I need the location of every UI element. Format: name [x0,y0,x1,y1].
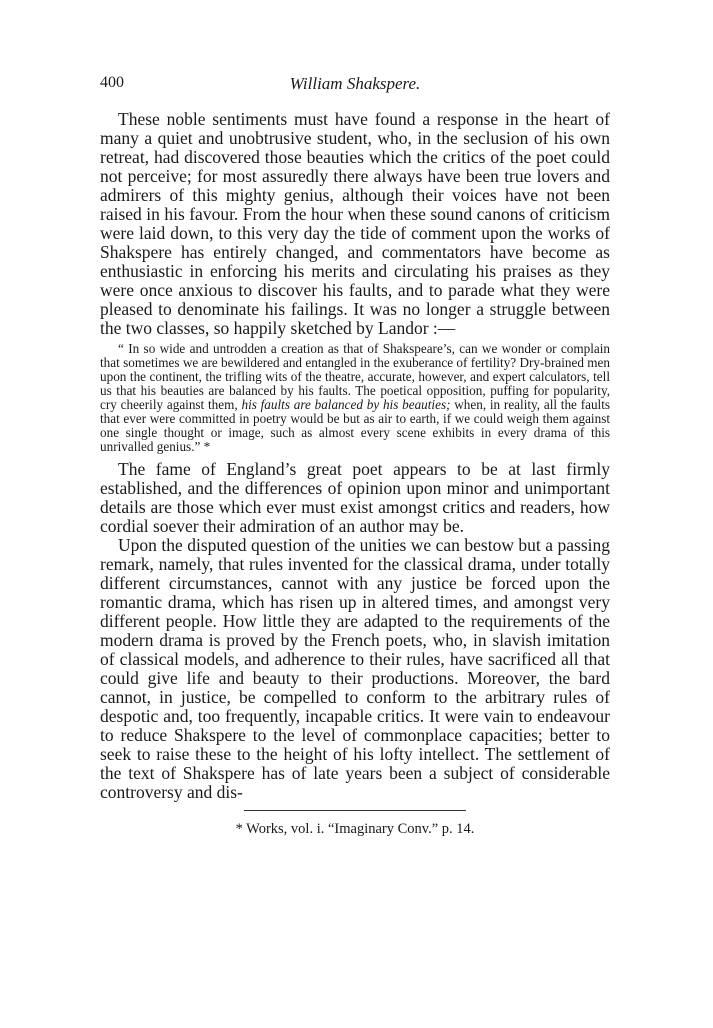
paragraph-3: Upon the disputed question of the unities we can bestow but a passing remark, namely, that rules invented for the classical drama, under totally different circumstances, cannot with any justice be forced upon the romantic drama, which has risen up in altered times, and amongst very different people. How little they are adapted to the requirements of the modern drama is proved by the French poets, who, in slavish imitation of classical models, and adherence to their rules, have sacrificed all that could give life and beauty to their productions. Moreover, the bard cannot, in justice, be compelled to conform to the arbitrary rules of despotic and, too frequently, incapable critics. It were vain to endeavour to reduce Shakspere to the level of commonplace capacities; better to seek to raise these to the height of his lofty intellect. The settlement of the text of Shakspere has of late years been a subject of considerable controversy and dis- [100,535,610,802]
quote-emphasis: his faults are balanced by his beauties; [241,397,451,412]
paragraph-2: The fame of England’s great poet appears to be at last firmly established, and the differences of opinion upon minor and unimportant details are those which ever must exist amongst critics and readers, how cordial soever their admiration of an author may be. [100,459,610,536]
quote-text-a: “ In so wide and untrodden a creation as that of Shakspeare’s, can we wonder or complain that sometimes we are bewildered and entangled in the exuberance of fertility? Dry-brained men upon the continent, the trifling wits of the theatre, accurate, however, and expert calculators, tell us that his beauties are balanced by his faults. The poetical opposition, puffing for popularity, cry cheerily against them, [100,341,610,412]
block-quote [100,342,610,454]
page-header [100,70,610,100]
running-title: William Shakspere. [289,74,421,93]
page-number: 400 [100,74,124,91]
footnote-divider [244,810,466,811]
paragraph-1: These noble sentiments must have found a response in the heart of many a quiet and unobtrusive student, who, in the seclusion of his own retreat, had discovered those beauties which the critics of the poet could not perceive; for most assuredly there always have been true lovers and admirers of this mighty genius, although their voices have not been raised in his favour. From the hour when these sound canons of criticism were laid down, to this very day the tide of comment upon the works of Shakspere has entirely changed, and commentators have become as enthusiastic in enforcing his merits and circulating his praises as they were once anxious to discover his faults, and to parade what they were pleased to denominate his failings. It was no longer a struggle between the two classes, so happily sketched by Landor :— [100,109,610,338]
page [100,70,610,838]
footnote: * Works, vol. i. “Imaginary Conv.” p. 14. [235,821,475,837]
quote-text-b: when, in reality, all the faults that ever were committed in poetry would be but as air to earth, if we could weigh them against one single thought or image, such as almost every scene exhibits in every drama of this unrivalled genius.” * [100,397,610,454]
